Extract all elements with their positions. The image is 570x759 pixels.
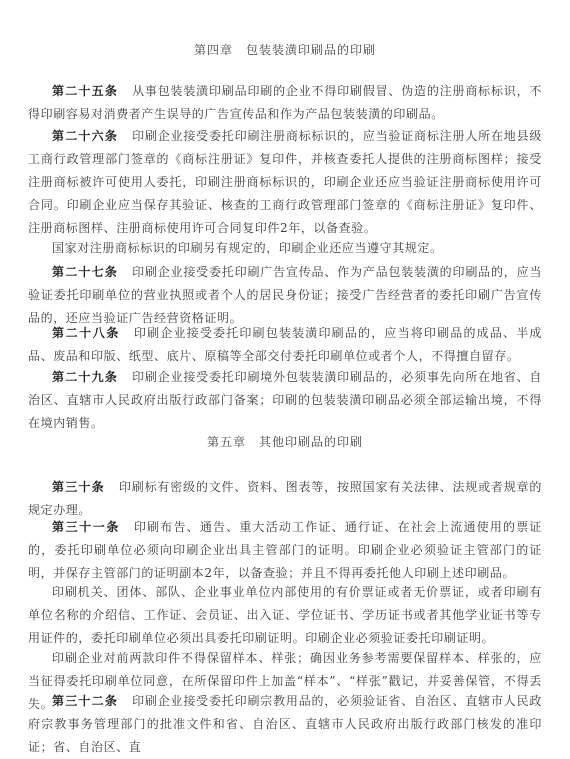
article-28 <box>28 322 542 368</box>
article-text: 从事包装装潢印刷品印刷的企业不得印刷假冒、伪造的注册商标标识，不得印刷容易对消费者产生误导的广告宣传品和作为产品包装装潢的印刷品。 <box>28 84 542 121</box>
article-number: 第二十六条 <box>52 129 119 143</box>
article-text: 印刷企业对前两款印件不得保留样本、样张；确因业务参考需要保留样本、样张的，应当征得委托印刷单位同意，在所保留印件上加盖“样本”、“样张”戳记，并妥善保管，不得丢失。 <box>28 651 542 711</box>
article-text: 印刷企业接受委托印刷注册商标标识的，应当验证商标注册人所在地县级工商行政管理部门签章的《商标注册证》复印件，并核查委托人提供的注册商标图样；接受注册商标被许可使用人委托，印刷注册商标标识的，印刷企业还应当验证注册商标使用许可合同。印刷企业应当保存其验证、核查的工商行政管理部门签章的《商标注册证》复印件、注册商标图样、注册商标使用许可合同复印件2年，以备查验。 <box>28 129 542 235</box>
article-text: 印刷企业接受委托印刷境外包装装潢印刷品的，必须事先向所在地省、自治区、直辖市人民政府出版行政部门备案；印刷的包装装潢印刷品必须全部运输出境，不得在境内销售。 <box>28 370 542 430</box>
article-31-paragraph-2 <box>28 581 542 650</box>
article-25 <box>28 80 542 126</box>
article-27 <box>28 261 542 330</box>
article-number: 第二十五条 <box>52 84 119 98</box>
article-number: 第三十一条 <box>52 520 120 534</box>
article-number: 第三十二条 <box>52 694 119 708</box>
article-text: 国家对注册商标标识的印刷另有规定的，印刷企业还应当遵守其规定。 <box>52 241 443 255</box>
article-number: 第三十条 <box>52 480 105 494</box>
article-26 <box>28 125 542 240</box>
article-26-paragraph-2 <box>28 237 542 260</box>
article-32 <box>28 690 542 759</box>
article-31 <box>28 516 542 585</box>
article-text: 印刷布告、通告、重大活动工作证、通行证、在社会上流通使用的票证的，委托印刷单位必须向印刷企业出具主管部门的证明。印刷企业必须验证主管部门的证明，并保存主管部门的证明副本2年，以备查验；并且不得再委托他人印刷上述印刷品。 <box>28 520 542 580</box>
article-text: 印刷企业接受委托印刷广告宣传品、作为产品包装装潢的印刷品的，应当验证委托印刷单位的营业执照或者个人的居民身份证；接受广告经营者的委托印刷广告宣传品的，还应当验证广告经营资格证明。 <box>28 265 542 325</box>
article-text: 印刷标有密级的文件、资料、图表等，按照国家有关法律、法规或者规章的规定办理。 <box>28 480 542 517</box>
chapter-5-heading: 第五章 其他印刷品的印刷 <box>206 435 363 449</box>
chapter-4-heading: 第四章 包装装潢印刷品的印刷 <box>193 43 376 57</box>
article-number: 第二十八条 <box>52 326 120 340</box>
article-29 <box>28 366 542 435</box>
article-text: 印刷机关、团体、部队、企业事业单位内部使用的有价票证或者无价票证，或者印刷有单位名称的介绍信、工作证、会员证、出入证、学位证书、学历证书或者其他学业证书等专用证件的，委托印刷单位必须出具委托印刷证明。印刷企业必须验证委托印刷证明。 <box>28 585 542 645</box>
article-number: 第二十九条 <box>52 370 119 384</box>
article-text: 印刷企业接受委托印刷宗教用品的，必须验证省、自治区、直辖市人民政府宗教事务管理部门的批准文件和省、自治区、直辖市人民政府出版行政部门核发的准印证；省、自治区、直 <box>28 694 542 754</box>
article-text: 印刷企业接受委托印刷包装装潢印刷品的，应当将印刷品的成品、半成品、废品和印版、纸型、底片、原稿等全部交付委托印刷单位或者个人，不得擅自留存。 <box>28 326 542 363</box>
article-number: 第二十七条 <box>52 265 119 279</box>
